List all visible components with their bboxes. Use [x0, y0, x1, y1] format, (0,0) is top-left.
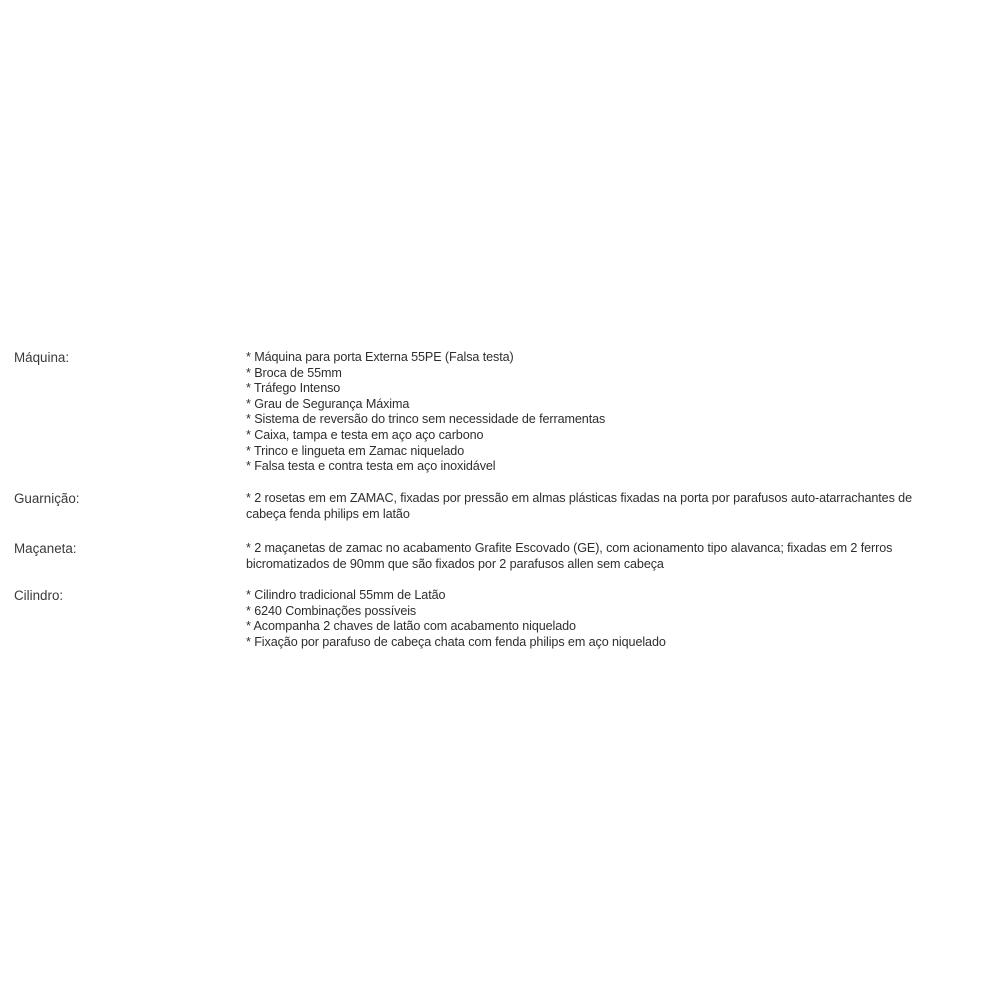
spec-item: * Cilindro tradicional 55mm de Latão — [246, 588, 446, 602]
spec-item: * Trinco e lingueta em Zamac niquelado — [246, 443, 465, 458]
spec-item: * 6240 Combinações possíveis — [246, 603, 417, 618]
spec-label-cilindro: Cilindro: — [14, 588, 64, 603]
spec-label-guarnicao: Guarnição: — [14, 491, 80, 506]
spec-item: * Máquina para porta Externa 55PE (Falsa testa) — [246, 350, 514, 364]
spec-list-maquina — [246, 350, 991, 475]
spec-label-maquina: Máquina: — [14, 350, 70, 365]
spec-list-macaneta — [246, 541, 991, 572]
spec-item: * Acompanha 2 chaves de latão com acabamento niquelado — [246, 619, 576, 634]
spec-item: * Caixa, tampa e testa em aço aço carbono — [246, 427, 484, 442]
spec-item: * Falsa testa e contra testa em aço inoxidável — [246, 459, 496, 474]
spec-item: * Fixação por parafuso de cabeça chata com fenda philips em aço niquelado — [246, 634, 666, 649]
spec-list-cilindro — [246, 588, 991, 650]
spec-label-macaneta: Maçaneta: — [14, 541, 77, 556]
spec-item: * 2 rosetas em em ZAMAC, fixadas por pressão em almas plásticas fixadas na porta por parafusos auto-atarrachantes de — [246, 491, 912, 505]
spec-item: bicromatizados de 90mm que são fixados por 2 parafusos allen sem cabeça — [246, 556, 664, 571]
spec-item: cabeça fenda philips em latão — [246, 506, 410, 521]
spec-item: * 2 maçanetas de zamac no acabamento Grafite Escovado (GE), com acionamento tipo alavanca; fixadas em 2 ferros — [246, 541, 893, 555]
spec-list-guarnicao — [246, 491, 991, 522]
spec-item: * Broca de 55mm — [246, 365, 342, 380]
spec-item: * Grau de Segurança Máxima — [246, 396, 410, 411]
spec-item: * Tráfego Intenso — [246, 381, 341, 396]
spec-item: * Sistema de reversão do trinco sem necessidade de ferramentas — [246, 412, 606, 427]
